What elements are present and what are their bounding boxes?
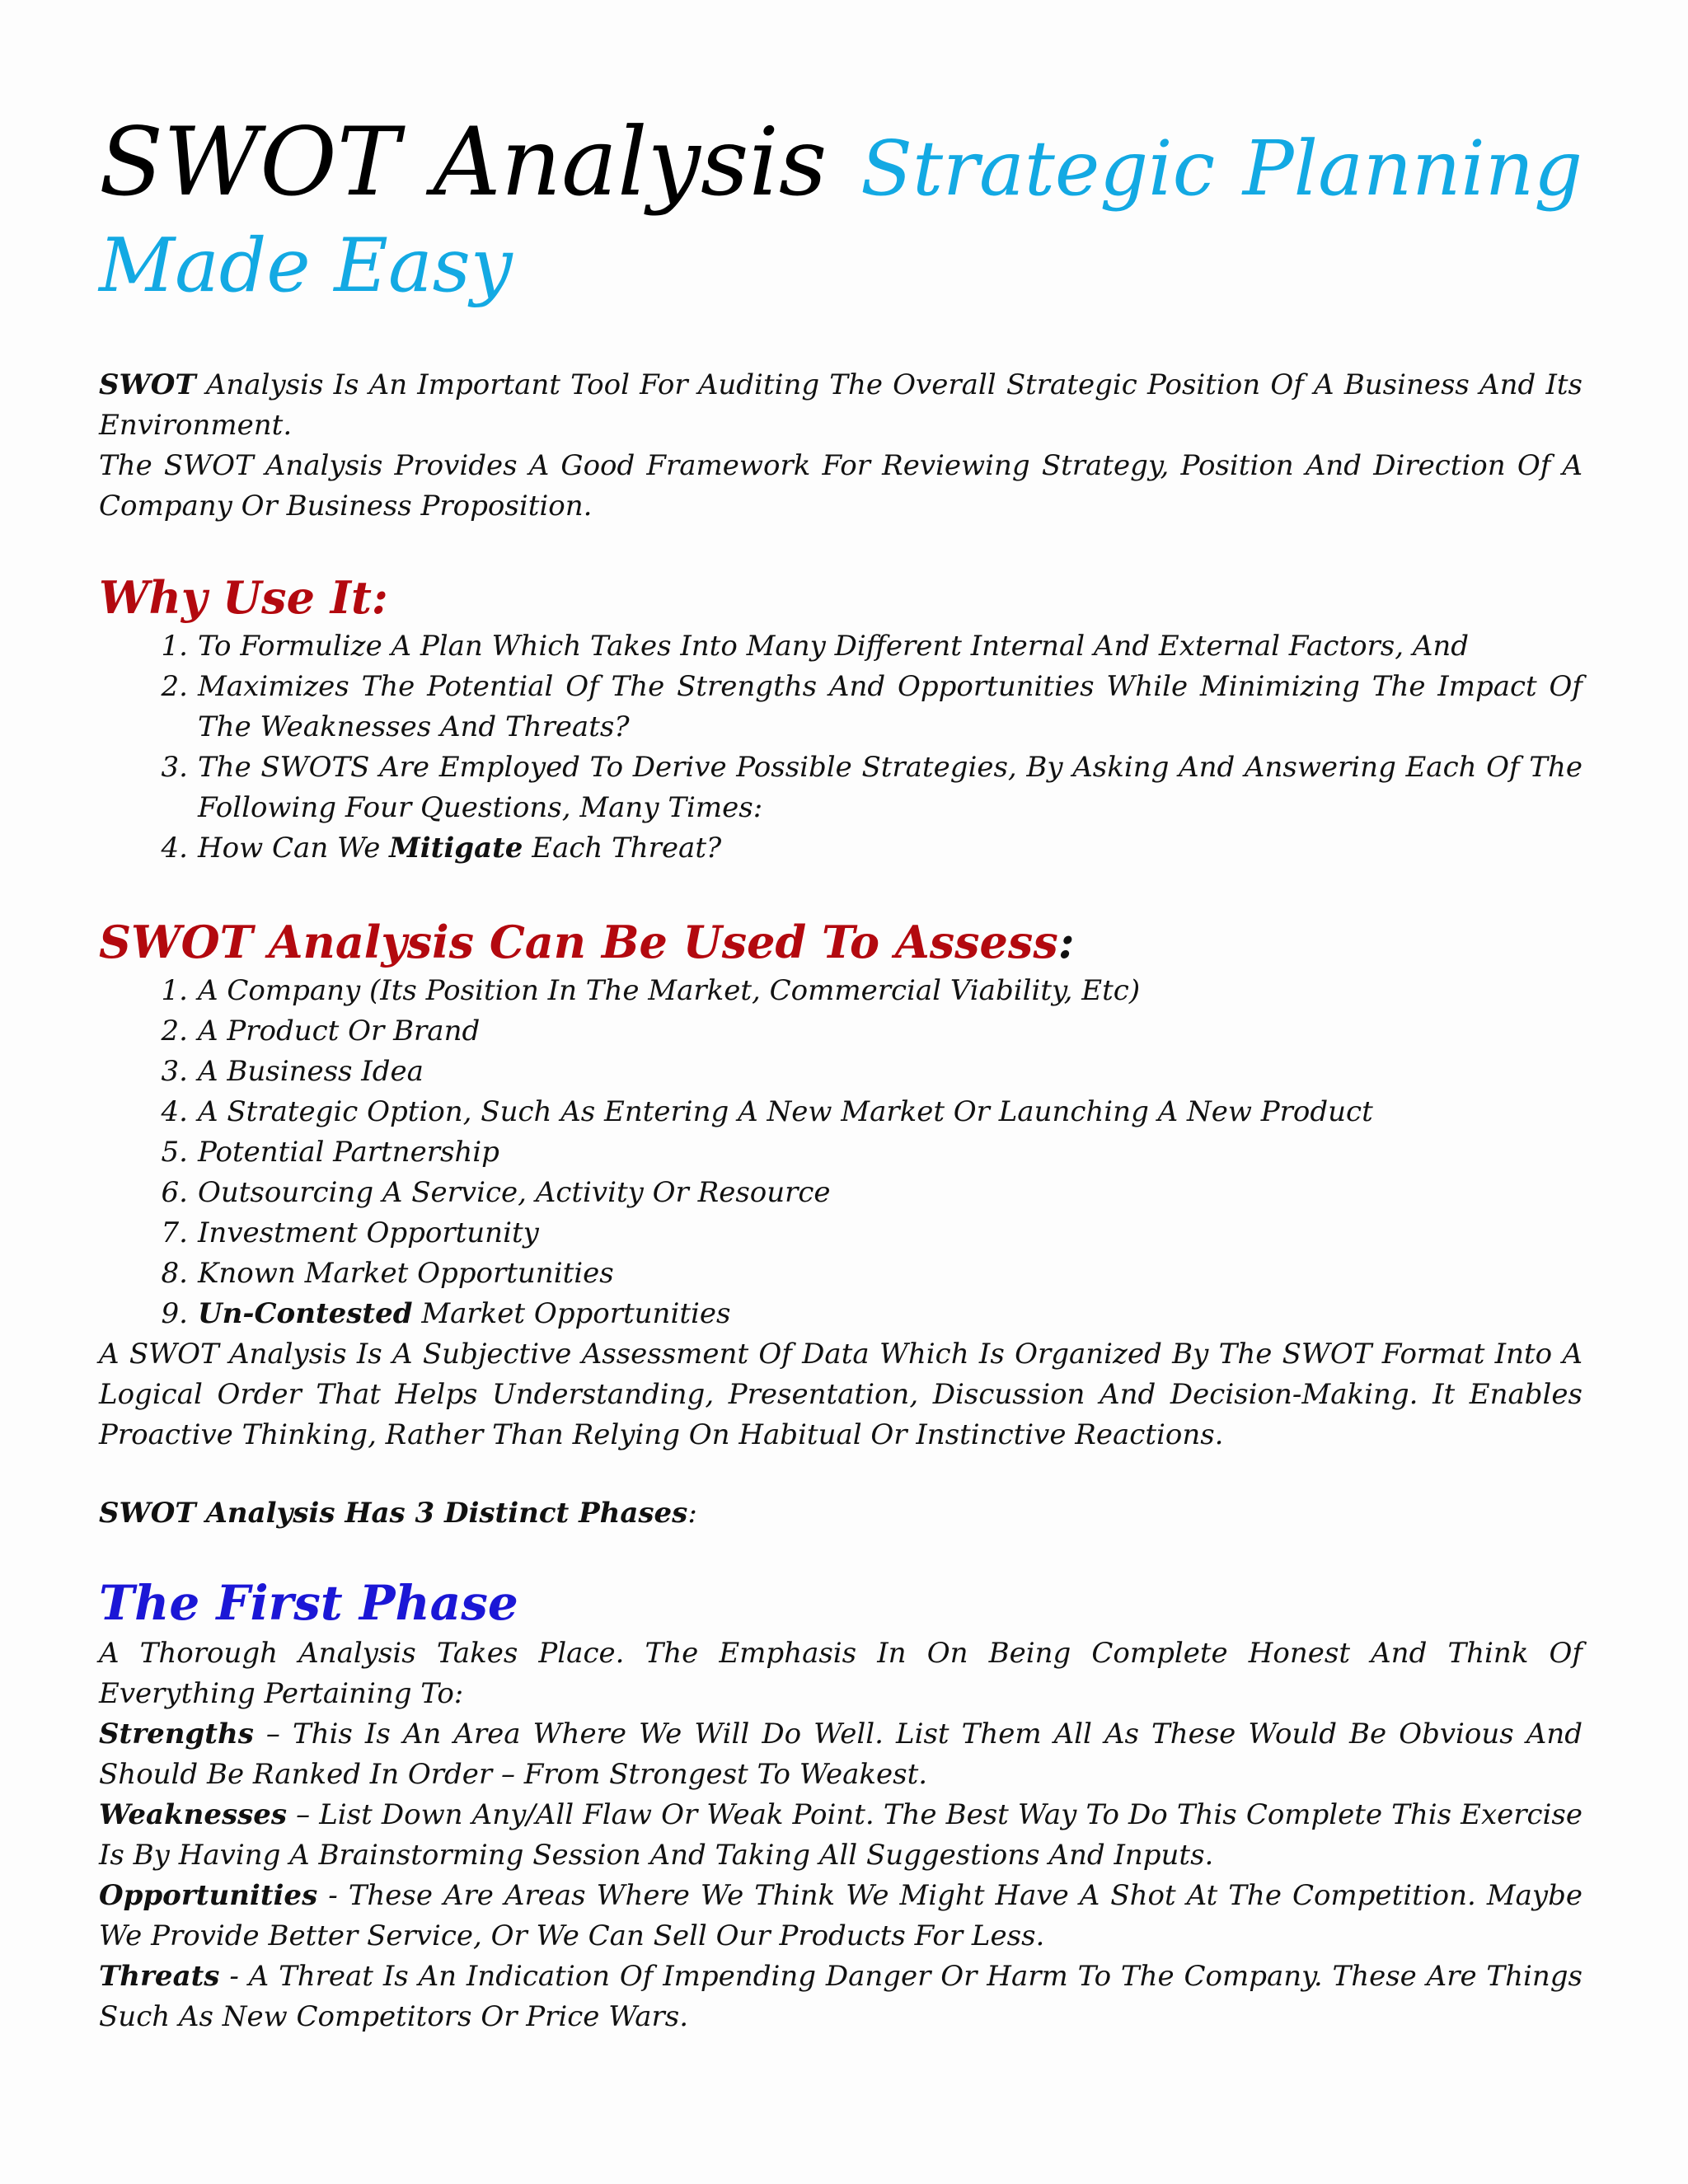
list-text: A Company (Its Position In The Market, Commercial Viability, Etc) bbox=[198, 974, 1141, 1007]
intro-bold-swot: SWOT bbox=[99, 368, 196, 401]
list-item bbox=[161, 1052, 1582, 1092]
list-number: 9. bbox=[161, 1297, 188, 1330]
list-number: 6. bbox=[161, 1176, 188, 1209]
list-bold-text: Un-Contested bbox=[198, 1297, 413, 1330]
why-heading: Why Use It: bbox=[99, 571, 388, 624]
list-text: Investment Opportunity bbox=[198, 1216, 539, 1249]
why-list bbox=[99, 626, 1582, 869]
list-item bbox=[161, 667, 1582, 748]
list-text: Each Threat? bbox=[523, 832, 722, 865]
intro-section bbox=[99, 365, 1582, 527]
list-text: Outsourcing A Service, Activity Or Resource bbox=[198, 1176, 831, 1209]
threats-text: - A Threat Is An Indication Of Impending Danger Or Harm To The Company. These Are Things Such As New Competitors Or Price Wars. bbox=[99, 1960, 1582, 2033]
list-number: 1. bbox=[161, 630, 188, 663]
weaknesses-term: Weaknesses bbox=[99, 1798, 288, 1831]
strengths-paragraph bbox=[99, 1714, 1582, 1795]
list-item bbox=[161, 1294, 1582, 1334]
list-number: 7. bbox=[161, 1216, 188, 1249]
list-number: 2. bbox=[161, 670, 188, 703]
list-item bbox=[161, 1213, 1582, 1254]
list-text: Maximizes The Potential Of The Strengths And Opportunities While Minimizing The Impact Of The Weaknesses And Threats? bbox=[198, 670, 1582, 743]
list-number: 5. bbox=[161, 1136, 188, 1169]
first-phase-section bbox=[99, 1572, 1582, 2037]
list-item bbox=[161, 1092, 1582, 1132]
assess-list bbox=[99, 971, 1582, 1334]
list-item bbox=[161, 971, 1582, 1011]
opportunities-text: - These Are Areas Where We Think We Might Have A Shot At The Competition. Maybe We Provide Better Service, Or We Can Sell Our Products For Less. bbox=[99, 1879, 1582, 1952]
list-text: How Can We bbox=[198, 832, 390, 865]
opportunities-term: Opportunities bbox=[99, 1879, 318, 1912]
list-number: 4. bbox=[161, 1095, 188, 1128]
threats-paragraph bbox=[99, 1957, 1582, 2037]
strengths-term: Strengths bbox=[99, 1718, 254, 1750]
list-item bbox=[161, 828, 1582, 869]
list-text: To Formulize A Plan Which Takes Into Many Different Internal And External Factors, And bbox=[198, 630, 1470, 663]
list-text: Market Opportunities bbox=[412, 1297, 731, 1330]
assess-section bbox=[99, 913, 1582, 1455]
list-text: A Business Idea bbox=[198, 1055, 424, 1088]
list-bold-text: Mitigate bbox=[389, 832, 523, 865]
intro-p1-text: Analysis Is An Important Tool For Auditing The Overall Strategic Position Of A Business And Its Environment. bbox=[99, 368, 1582, 442]
list-item bbox=[161, 1132, 1582, 1173]
strengths-text: – This Is An Area Where We Will Do Well. List Them All As These Would Be Obvious And Should Be Ranked In Order – From Strongest To Weakest. bbox=[99, 1718, 1582, 1791]
opportunities-paragraph bbox=[99, 1876, 1582, 1957]
intro-paragraph-2: The SWOT Analysis Provides A Good Framework For Reviewing Strategy, Position And Direction Of A Company Or Business Proposition. bbox=[99, 449, 1582, 523]
first-phase-intro: A Thorough Analysis Takes Place. The Emphasis In On Being Complete Honest And Think Of Everything Pertaining To: bbox=[99, 1637, 1582, 1710]
intro-paragraph-1 bbox=[99, 365, 1582, 446]
assess-heading-text: SWOT Analysis Can Be Used To Assess bbox=[99, 916, 1058, 968]
list-text: A Product Or Brand bbox=[198, 1015, 481, 1047]
threats-term: Threats bbox=[99, 1960, 220, 1993]
phases-bold-text: SWOT Analysis Has 3 Distinct Phases bbox=[99, 1497, 688, 1530]
assess-heading-colon: : bbox=[1057, 916, 1075, 968]
page-title bbox=[99, 104, 1582, 227]
list-number: 3. bbox=[161, 1055, 188, 1088]
first-phase-heading: The First Phase bbox=[99, 1575, 518, 1631]
list-item bbox=[161, 1173, 1582, 1213]
list-text: Known Market Opportunities bbox=[198, 1257, 614, 1290]
list-text: A Strategic Option, Such As Entering A New Market Or Launching A New Product bbox=[198, 1095, 1373, 1128]
list-text: Potential Partnership bbox=[198, 1136, 499, 1169]
phases-colon: : bbox=[687, 1497, 697, 1530]
why-section bbox=[99, 569, 1582, 869]
title-subtitle-line2: Made Easy bbox=[99, 223, 513, 309]
list-item bbox=[161, 626, 1582, 667]
title-main: SWOT Analysis bbox=[99, 107, 828, 217]
list-number: 8. bbox=[161, 1257, 188, 1290]
list-number: 3. bbox=[161, 751, 188, 784]
weaknesses-text: – List Down Any/All Flaw Or Weak Point. The Best Way To Do This Complete This Exercise Is By Having A Brainstorming Session And Taking All Suggestions And Inputs. bbox=[99, 1798, 1582, 1872]
list-item bbox=[161, 748, 1582, 828]
assess-summary: A SWOT Analysis Is A Subjective Assessment Of Data Which Is Organized By The SWOT Format Into A Logical Order That Helps Understanding, Presentation, Discussion And Decision-Making. It Enables Proactive Thinking, Rather Than Relying On Habitual Or Instinctive Reactions. bbox=[99, 1338, 1582, 1451]
phases-section bbox=[99, 1493, 1582, 1534]
list-number: 1. bbox=[161, 974, 188, 1007]
list-text: The SWOTS Are Employed To Derive Possible Strategies, By Asking And Answering Each Of The Following Four Questions, Many Times: bbox=[198, 751, 1582, 824]
phases-line bbox=[99, 1493, 1582, 1534]
assess-heading bbox=[99, 913, 1582, 971]
list-number: 2. bbox=[161, 1015, 188, 1047]
title-subtitle-line1: Strategic Planning bbox=[860, 124, 1582, 213]
weaknesses-paragraph bbox=[99, 1795, 1582, 1876]
list-number: 4. bbox=[161, 832, 188, 865]
list-item bbox=[161, 1254, 1582, 1294]
list-item bbox=[161, 1011, 1582, 1052]
